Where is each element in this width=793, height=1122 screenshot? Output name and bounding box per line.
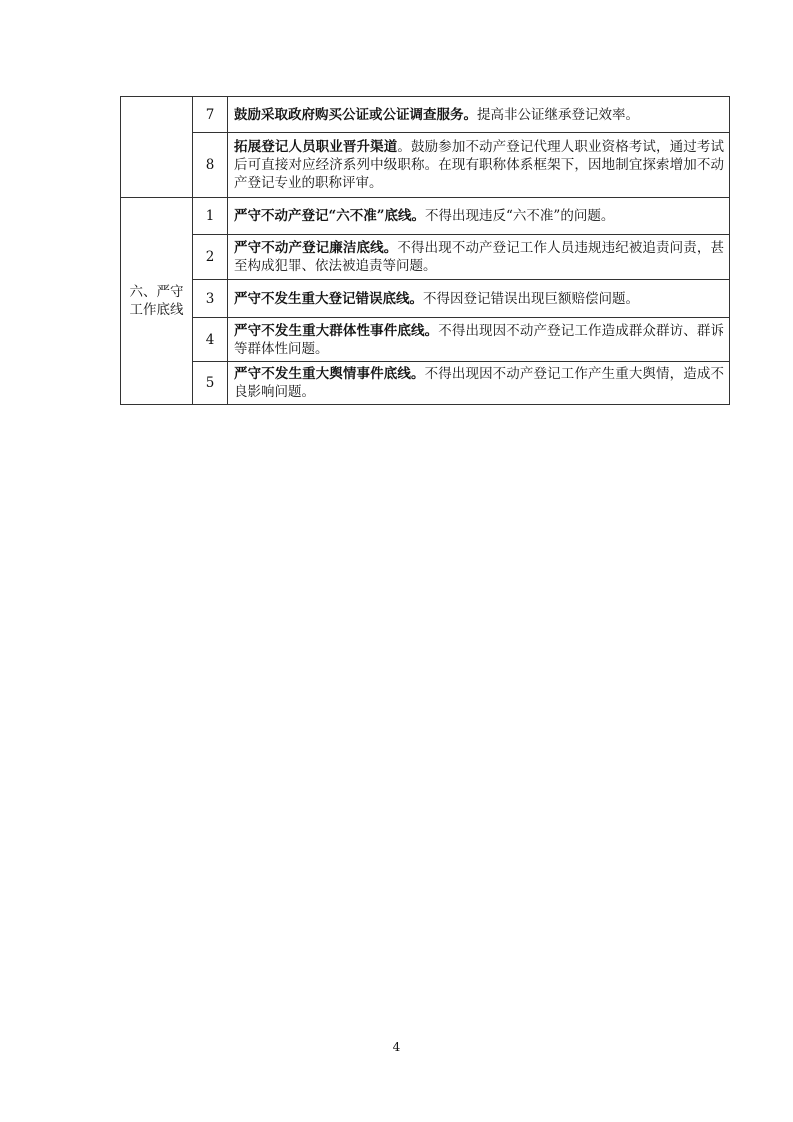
measures-table — [120, 96, 730, 405]
table-row — [121, 235, 730, 280]
row-heading: 严守不动产登记廉洁底线。 — [234, 240, 398, 256]
row-heading: 拓展登记人员职业晋升渠道 — [234, 139, 398, 155]
row-content — [228, 235, 730, 280]
row-content — [228, 318, 730, 362]
row-heading: 严守不发生重大群体性事件底线。 — [234, 322, 439, 339]
row-content — [228, 198, 730, 235]
row-number: 8 — [193, 133, 228, 198]
category-cell-six: 六、严守工作底线 — [121, 198, 193, 405]
table-row — [121, 133, 730, 198]
row-body: 不得出现违反“六不准”的问题。 — [425, 208, 615, 224]
row-number: 5 — [193, 362, 228, 405]
row-number: 7 — [193, 97, 228, 133]
row-body: 不得出现不动产登记工作人员违规违纪被追责问责，甚至构成犯罪、依法被追责等问题。 — [234, 240, 725, 274]
table-row — [121, 97, 730, 133]
table-row — [121, 318, 730, 362]
table-row — [121, 280, 730, 318]
category-cell-prev — [121, 97, 193, 198]
row-content — [228, 133, 730, 198]
row-content — [228, 362, 730, 405]
table-row — [121, 362, 730, 405]
row-number: 1 — [193, 198, 228, 235]
table-row — [121, 198, 730, 235]
row-body: 。鼓励参加不动产登记代理人职业资格考试，通过考试后可直接对应经济系列中级职称。在现有职称体系框架下，因地制宜探索增加不动产登记专业的职称评审。 — [234, 139, 725, 191]
row-body: 不得因登记错误出现巨额赔偿问题。 — [423, 290, 639, 307]
row-body: 不得出现因不动产登记工作造成群众群访、群诉等群体性问题。 — [234, 322, 725, 357]
row-number: 3 — [193, 280, 228, 318]
row-body: 提高非公证继承登记效率。 — [477, 106, 639, 123]
row-body: 不得出现因不动产登记工作产生重大舆情，造成不良影响问题。 — [234, 366, 725, 400]
row-heading: 严守不发生重大登记错误底线。 — [234, 290, 423, 307]
row-content — [228, 97, 730, 133]
page-number: 4 — [392, 1040, 401, 1054]
row-content — [228, 280, 730, 318]
row-heading: 严守不发生重大舆情事件底线。 — [234, 366, 425, 382]
row-heading: 严守不动产登记“六不准”底线。 — [234, 208, 426, 224]
row-number: 2 — [193, 235, 228, 280]
row-number: 4 — [193, 318, 228, 362]
row-heading: 鼓励采取政府购买公证或公证调查服务。 — [234, 106, 477, 123]
